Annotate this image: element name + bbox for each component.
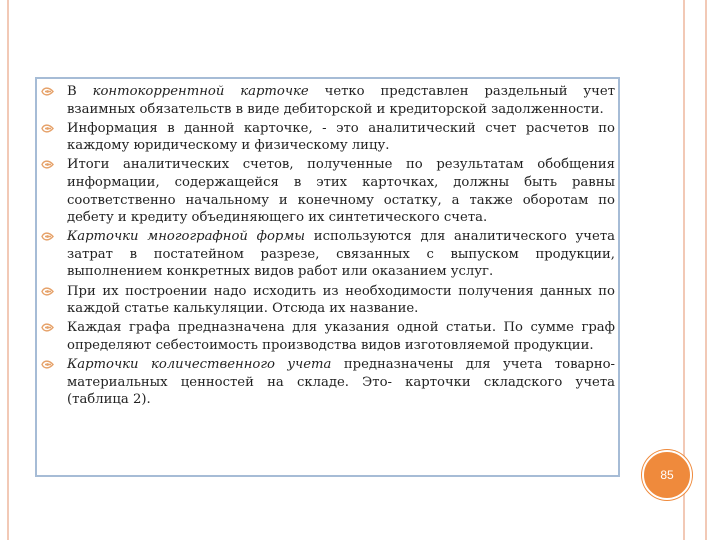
list-item: [67, 228, 615, 281]
content-box: [35, 77, 620, 477]
list-item: [67, 83, 615, 118]
item-emphasis: Карточки количественного учета: [67, 356, 332, 372]
item-text: Итоги аналитических счетов, полученные по результатам обобщения информации, содержащейся в этих карточках, должны быть равны соответственно начальному и конечному остатку, а также оборотам по дебету и кредиту объединяющего их синтетического счета.: [67, 157, 615, 226]
fleuron-icon: [41, 159, 54, 170]
list-item: [67, 156, 615, 226]
item-text: четко представлен раздельный учет взаимных обязательств в виде дебиторской и кредиторской задолженности.: [67, 84, 615, 117]
item-text: Каждая графа предназначена для указания одной статьи. По сумме граф определяют себестоимость производства видов изготовляемой продукции.: [67, 320, 615, 353]
item-text: При их построении надо исходить из необходимости получения данных по каждой статье калькуляции. Отсюда их название.: [67, 283, 615, 317]
page-number-badge: [642, 450, 692, 500]
fleuron-icon: [41, 86, 54, 97]
item-text: предназначены для учета товарно-материальных ценностей на складе. Это- карточки складского учета (таблица 2).: [67, 356, 616, 408]
item-lead: В: [67, 84, 93, 99]
item-emphasis: Карточки многографной формы: [67, 229, 306, 245]
fleuron-icon: [41, 359, 54, 370]
fleuron-icon: [41, 322, 54, 333]
list-item: [67, 319, 615, 354]
fleuron-icon: [41, 231, 54, 242]
list-item: [67, 120, 615, 155]
fleuron-icon: [41, 123, 54, 134]
list-item: [67, 356, 615, 409]
item-text: используются для аналитического учета затрат в постатейном разрезе, связанных с выпуском продукции, выполнением конкретных видов работ или оказанием услуг.: [67, 229, 615, 280]
fleuron-icon: [41, 286, 54, 297]
bullet-list: [67, 83, 615, 410]
page-number: 85: [660, 468, 674, 482]
item-emphasis: контокоррентной карточке: [92, 84, 309, 99]
item-text: Информация в данной карточке, - это аналитический счет расчетов по каждому юридическому и физическому лицу.: [67, 120, 615, 154]
list-item: [67, 283, 615, 318]
